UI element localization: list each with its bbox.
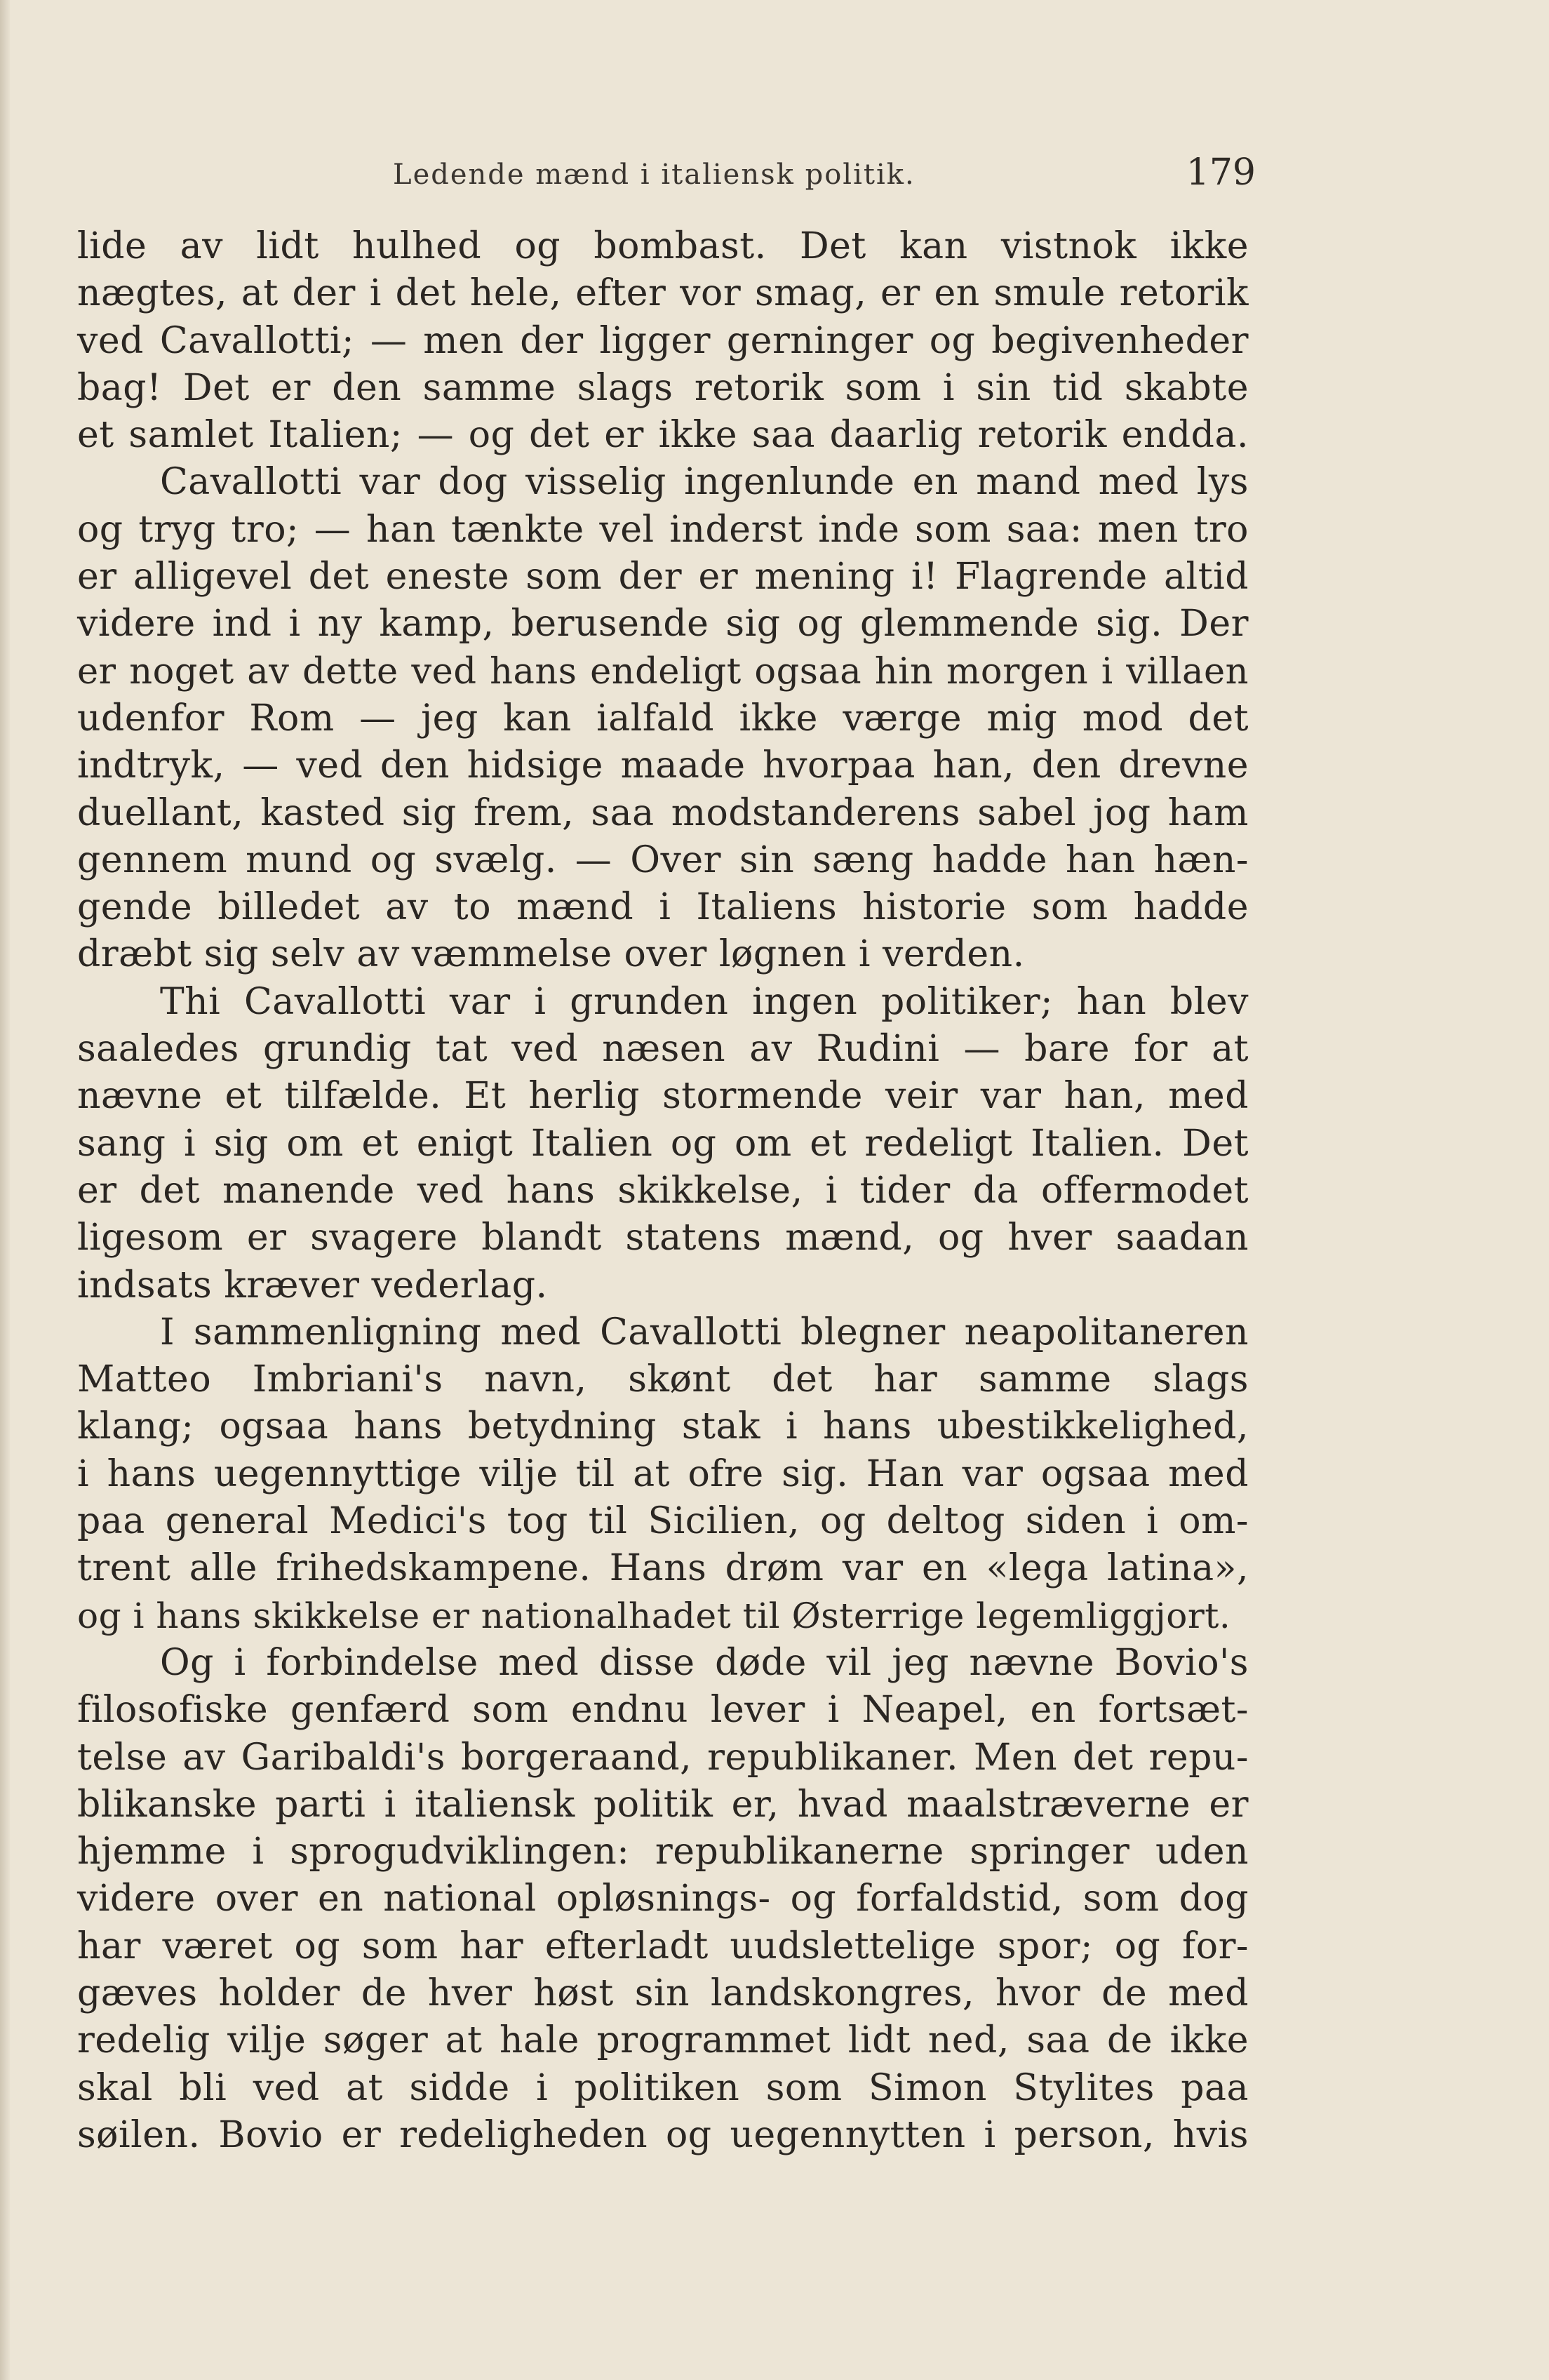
- text-line: videre ind i ny kamp, berusende sig og glemmende sig. Der: [77, 603, 1249, 646]
- text-line: indtryk, — ved den hidsige maade hvorpaa han, den drevne: [77, 744, 1249, 787]
- text-line: skal bli ved at sidde i politiken som Simon Stylites paa: [77, 2066, 1249, 2109]
- text-line: i hans uegennyttige vilje til at ofre sig. Han var ogsaa med: [77, 1452, 1249, 1495]
- text-line: og i hans skikkelse er nationalhadet til Østerrige legemliggjort.: [77, 1595, 1231, 1636]
- text-line: indsats kræver vederlag.: [77, 1264, 548, 1306]
- book-spine-shadow: [0, 0, 10, 2380]
- text-line: er alligevel det eneste som der er mening i! Flagrende altid: [77, 556, 1249, 599]
- text-line: og tryg tro; — han tænkte vel inderst inde som saa: men tro: [77, 508, 1249, 551]
- text-line: saaledes grundig tat ved næsen av Rudini — bare for at: [77, 1028, 1249, 1071]
- text-line: dræbt sig selv av væmmelse over løgnen i verden.: [77, 933, 1025, 976]
- text-line: lide av lidt hulhed og bombast. Det kan vistnok ikke: [77, 225, 1249, 267]
- running-title: Ledende mænd i italiensk politik.: [393, 159, 916, 191]
- text-line: er noget av dette ved hans endeligt ogsaa hin morgen i villaen: [77, 650, 1249, 693]
- text-line: klang; ogsaa hans betydning stak i hans ubestikkelighed,: [77, 1405, 1249, 1448]
- text-line: duellant, kasted sig frem, saa modstanderens sabel jog ham: [77, 791, 1249, 834]
- text-line: hjemme i sprogudviklingen: republikanerne springer uden: [77, 1831, 1249, 1873]
- text-line: redelig vilje søger at hale programmet lidt ned, saa de ikke: [77, 2019, 1249, 2062]
- text-line: gennem mund og svælg. — Over sin sæng hadde han hæn-: [77, 838, 1249, 881]
- text-line: er det manende ved hans skikkelse, i tider da offermodet: [77, 1169, 1249, 1212]
- text-line: sang i sig om et enigt Italien og om et redeligt Italien. Det: [77, 1122, 1249, 1165]
- text-line: nægtes, at der i det hele, efter vor smag, er en smule retorik: [77, 272, 1249, 315]
- text-line: gæves holder de hver høst sin landskongres, hvor de med: [77, 1972, 1249, 2014]
- text-line: paa general Medici's tog til Sicilien, og deltog siden i om-: [77, 1500, 1249, 1543]
- text-line: telse av Garibaldi's borgeraand, republikaner. Men det repu-: [77, 1736, 1249, 1779]
- body-text: [77, 223, 1249, 2159]
- text-line: ligesom er svagere blandt statens mænd, og hver saadan: [77, 1217, 1249, 1259]
- text-line: trent alle frihedskampene. Hans drøm var en «lega latina»,: [77, 1547, 1249, 1590]
- text-line: har været og som har efterladt uudslettelige spor; og for-: [77, 1925, 1249, 1967]
- text-line: Thi Cavallotti var i grunden ingen politiker; han blev: [160, 980, 1249, 1023]
- text-line: bag! Det er den samme slags retorik som i sin tid skabte: [77, 366, 1249, 409]
- text-line: søilen. Bovio er redeligheden og uegennytten i person, hvis: [77, 2113, 1249, 2156]
- text-line: gende billedet av to mænd i Italiens historie som hadde: [77, 886, 1249, 929]
- text-line: udenfor Rom — jeg kan ialfald ikke værge mig mod det: [77, 697, 1249, 740]
- page-header: [77, 149, 1256, 205]
- text-line: videre over en national opløsnings- og forfaldstid, som dog: [77, 1878, 1249, 1920]
- text-line: Cavallotti var dog visselig ingenlunde en mand med lys: [160, 461, 1249, 504]
- text-line: I sammenligning med Cavallotti blegner neapolitaneren: [160, 1311, 1249, 1353]
- text-line: nævne et tilfælde. Et herlig stormende veir var han, med: [77, 1075, 1249, 1118]
- text-line: et samlet Italien; — og det er ikke saa daarlig retorik endda.: [77, 414, 1249, 457]
- text-line: ved Cavallotti; — men der ligger gerninger og begivenheder: [77, 319, 1249, 362]
- text-line: Og i forbindelse med disse døde vil jeg nævne Bovio's: [160, 1641, 1249, 1684]
- text-line: filosofiske genfærd som endnu lever i Neapel, en fortsæt-: [77, 1689, 1249, 1732]
- text-line: blikanske parti i italiensk politik er, hvad maalstræverne er: [77, 1783, 1249, 1826]
- text-line: Matteo Imbriani's navn, skønt det har samme slags: [77, 1358, 1249, 1401]
- page-number: 179: [1186, 152, 1256, 194]
